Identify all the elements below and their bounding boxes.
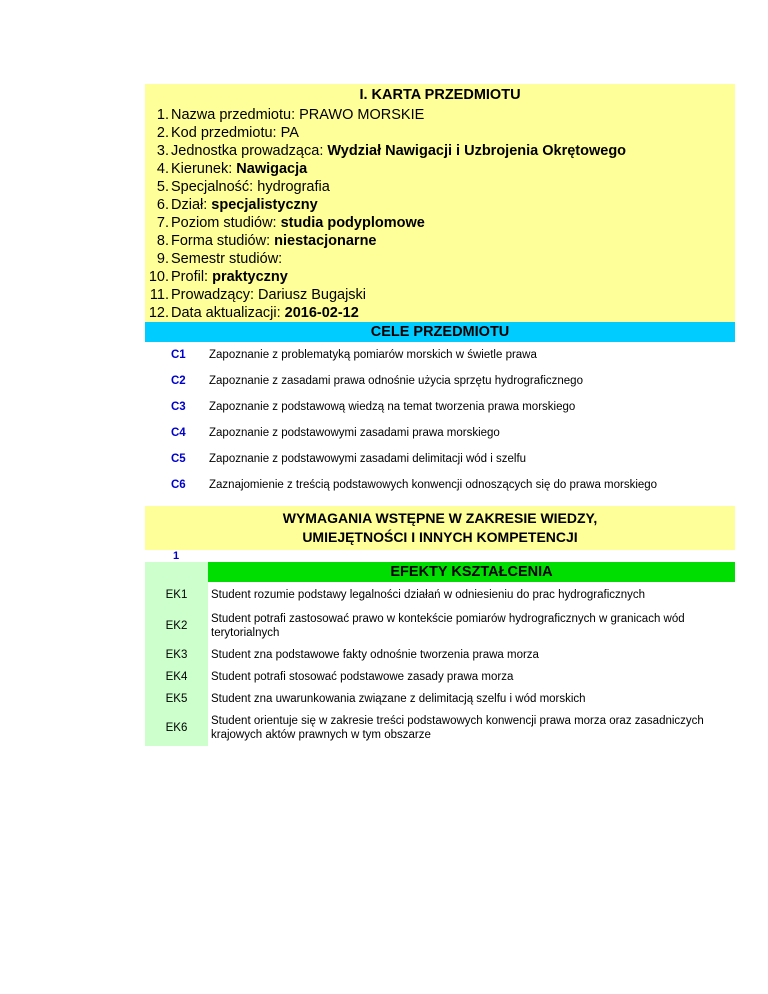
objective-text: Zaznajomienie z treścią podstawowych konwencji odnoszących się do prawa morskiego	[209, 479, 658, 491]
outcomes-header: EFEKTY KSZTAŁCENIA	[208, 562, 735, 582]
course-info-number: 2.	[156, 125, 169, 141]
course-card-sheet	[145, 84, 735, 746]
course-info-label: Dział:	[171, 197, 212, 213]
objective-code: C2	[171, 375, 186, 387]
course-info-text	[171, 286, 366, 304]
course-info-text	[171, 214, 425, 232]
objectives-header: CELE PRZEDMIOTU	[145, 322, 735, 342]
outcome-code: EK6	[145, 710, 208, 746]
course-info-label: Poziom studiów:	[171, 215, 281, 231]
objective-row	[145, 446, 735, 472]
course-info-row	[145, 106, 735, 124]
course-info-label: Kod przedmiotu:	[171, 125, 281, 141]
course-info-label: Specjalność:	[171, 179, 258, 195]
course-info-row	[145, 268, 735, 286]
prerequisites-header	[145, 506, 735, 550]
objective-row	[145, 472, 735, 498]
course-info-row	[145, 142, 735, 160]
objective-code: C5	[171, 453, 186, 465]
outcome-code: EK4	[145, 666, 208, 688]
course-info-text	[171, 232, 377, 250]
course-info-number: 5.	[156, 179, 169, 195]
course-info-number: 9.	[156, 251, 169, 267]
course-info-number: 6.	[156, 197, 169, 213]
course-info-label: Nazwa przedmiotu:	[171, 107, 300, 123]
course-info-number: 1.	[156, 107, 169, 123]
prerequisites-title-line2: UMIEJĘTNOŚCI I INNYCH KOMPETENCJI	[302, 529, 578, 545]
course-info-row	[145, 232, 735, 250]
course-info-value: PRAWO MORSKIE	[299, 107, 425, 123]
course-info-number: 7.	[156, 215, 169, 231]
course-info-value: niestacjonarne	[274, 233, 377, 249]
course-info-row	[145, 196, 735, 214]
course-info-value: 2016-02-12	[284, 305, 359, 321]
course-info-row	[145, 286, 735, 304]
course-info-text	[171, 142, 626, 160]
course-info-label: Kierunek:	[171, 161, 237, 177]
course-info-row	[145, 124, 735, 142]
outcome-row	[145, 608, 735, 644]
outcome-text: Student zna podstawowe fakty odnośnie tworzenia prawa morza	[211, 649, 539, 661]
course-info-text	[171, 196, 318, 214]
objective-code: C3	[171, 401, 186, 413]
course-info-row	[145, 160, 735, 178]
course-info-number: 11.	[149, 287, 169, 303]
outcome-code: EK2	[145, 608, 208, 644]
outcome-row	[145, 688, 735, 710]
course-info-text	[171, 106, 424, 124]
course-info-label: Profil:	[171, 269, 213, 285]
outcome-row	[145, 582, 735, 608]
objective-text: Zapoznanie z podstawowymi zasadami delimitacji wód i szelfu	[209, 453, 527, 465]
outcome-code: EK1	[145, 582, 208, 608]
outcome-text: Student rozumie podstawy legalności działań w odniesieniu do prac hydrograficznych	[211, 589, 646, 601]
course-info-number: 12.	[148, 305, 169, 321]
prerequisite-number: 1	[173, 550, 180, 562]
objective-text: Zapoznanie z problematyką pomiarów morskich w świetle prawa	[209, 349, 537, 361]
course-info-text	[171, 268, 288, 286]
course-info-value: Nawigacja	[236, 161, 308, 177]
objective-code: C1	[171, 349, 186, 361]
course-info-label: Data aktualizacji:	[171, 305, 285, 321]
objective-text: Zapoznanie z zasadami prawa odnośnie użycia sprzętu hydrograficznego	[209, 375, 583, 387]
objective-row	[145, 368, 735, 394]
objective-row	[145, 394, 735, 420]
objective-row	[145, 342, 735, 368]
outcomes-header-row	[145, 562, 735, 582]
course-info-text	[171, 250, 282, 268]
course-info-text	[171, 304, 359, 322]
outcome-code: EK5	[145, 688, 208, 710]
course-info-label: Forma studiów:	[171, 233, 275, 249]
course-info-value: Wydział Nawigacji i Uzbrojenia Okrętowego	[327, 143, 627, 159]
outcomes-list	[145, 582, 735, 746]
outcome-row	[145, 710, 735, 746]
outcome-text: Student potrafi zastosować prawo w kontekście pomiarów hydrograficznych w granicach wód terytorialnych	[211, 613, 685, 639]
course-info-section	[145, 84, 735, 322]
course-info-label: Semestr studiów:	[171, 251, 283, 267]
course-info-list	[145, 106, 735, 322]
outcome-text: Student zna uwarunkowania związane z delimitacją szelfu i wód morskich	[211, 693, 586, 705]
objective-row	[145, 420, 735, 446]
outcome-text: Student potrafi stosować podstawowe zasady prawa morza	[211, 671, 514, 683]
outcome-row	[145, 666, 735, 688]
objectives-list	[145, 342, 735, 498]
course-info-row	[145, 250, 735, 268]
course-info-row	[145, 304, 735, 322]
course-info-label: Jednostka prowadząca:	[171, 143, 328, 159]
objective-code: C4	[171, 427, 186, 439]
course-info-number: 4.	[156, 161, 169, 177]
prerequisites-list	[145, 550, 735, 562]
prerequisites-title-line1: WYMAGANIA WSTĘPNE W ZAKRESIE WIEDZY,	[282, 510, 598, 526]
course-info-number: 8.	[156, 233, 169, 249]
course-card-title: I. KARTA PRZEDMIOTU	[359, 87, 521, 103]
objective-text: Zapoznanie z podstawową wiedzą na temat tworzenia prawa morskiego	[209, 401, 576, 413]
course-info-row	[145, 214, 735, 232]
course-info-text	[171, 178, 330, 196]
course-info-text	[171, 160, 307, 178]
course-info-value: praktyczny	[212, 269, 288, 285]
course-info-value: specjalistyczny	[211, 197, 318, 213]
course-info-number: 10.	[148, 269, 169, 285]
outcome-text: Student orientuje się w zakresie treści podstawowych konwencji prawa morza oraz zasadniczych krajowych aktów prawnych w tym obszarze	[211, 715, 704, 741]
course-info-value: hydrografia	[257, 179, 330, 195]
course-info-number: 3.	[156, 143, 169, 159]
course-info-value: Dariusz Bugajski	[258, 287, 367, 303]
course-info-text	[171, 124, 299, 142]
objective-text: Zapoznanie z podstawowymi zasadami prawa morskiego	[209, 427, 500, 439]
objective-code: C6	[171, 479, 186, 491]
outcome-row	[145, 644, 735, 666]
course-info-row	[145, 178, 735, 196]
course-info-label: Prowadzący:	[171, 287, 259, 303]
prerequisite-row	[145, 550, 735, 562]
course-info-value: PA	[280, 125, 299, 141]
outcomes-header-spacer	[145, 562, 208, 582]
course-info-value: studia podyplomowe	[280, 215, 425, 231]
outcome-code: EK3	[145, 644, 208, 666]
